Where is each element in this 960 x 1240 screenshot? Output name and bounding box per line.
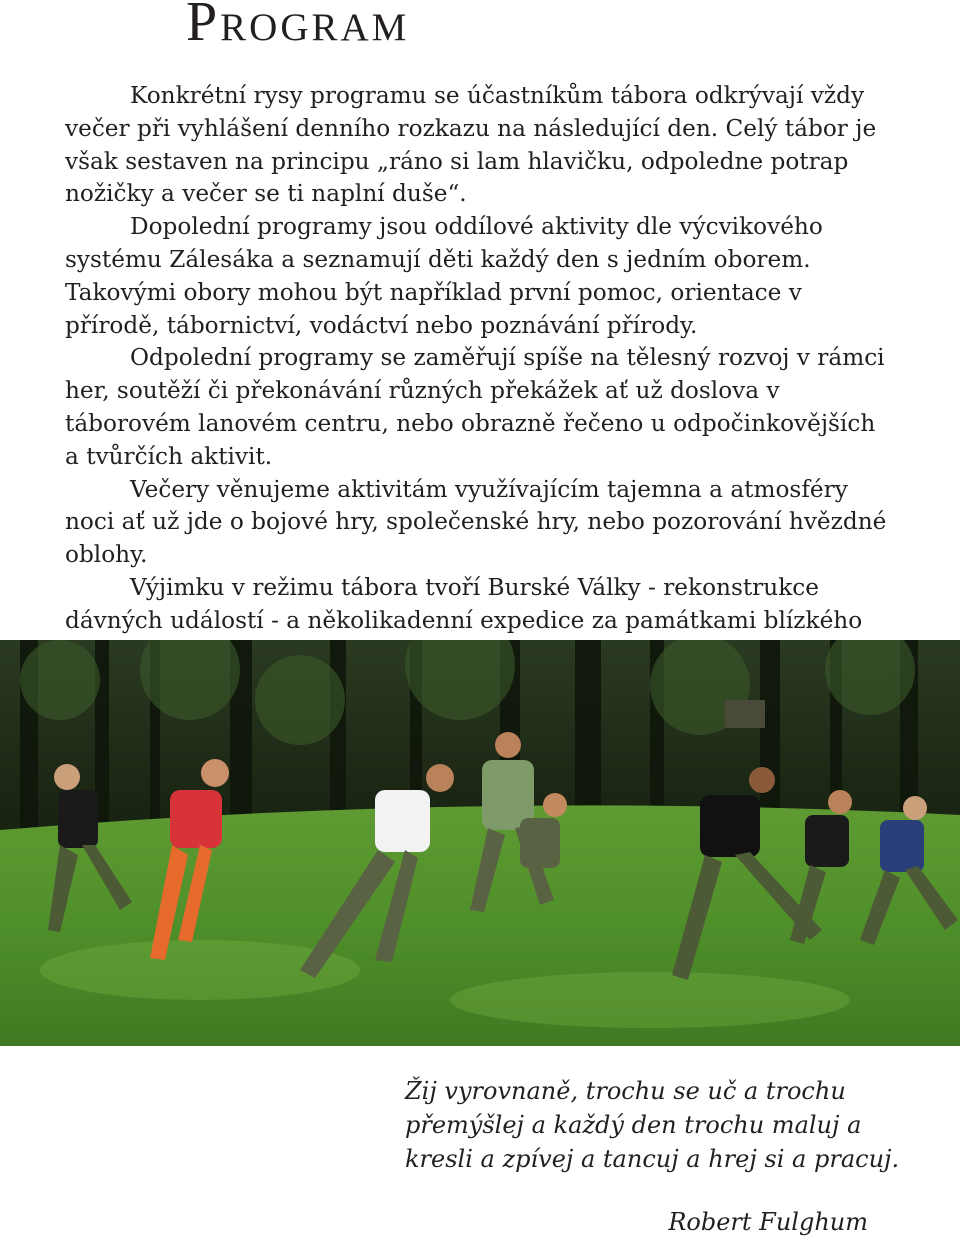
page-title: Program [186,0,410,53]
paragraph-3: Odpolední programy se zaměřují spíše na tělesný rozvoj v rámci her, soutěží či překonávání různých překážek ať už doslova v táborovém lanovém centru, nebo obrazně řečeno u odpočinkovějších a tvůrčích aktivit. [65,344,885,470]
paragraph-5: Výjimku v režimu tábora tvoří Burské Války - rekonstrukce dávných událostí - a několikadenní expedice za památkami blízkého [65,573,863,634]
quote-line-2: přemýšlej a každý den trochu maluj a [405,1111,862,1139]
paragraph-1: Konkrétní rysy programu se účastníkům tábora odkrývají vždy večer při vyhlášení denního rozkazu na následující den. Celý tábor je však sestaven na principu „ráno si lam hlavičku, odpoledne potrap nožičky a večer se ti naplní duše“. [65,82,877,208]
paragraph-2: Dopolední programy jsou oddílové aktivity dle výcvikového systému Zálesáka a seznamují děti každý den s jedním oborem. Takovými obory mohou být například první pomoc, orientace v přírodě, tábornictví, vodáctví nebo poznávání přírody. [65,213,823,339]
body-text [65,80,895,703]
quote-line-3: kresli a zpívej a tancuj a hrej si a pracuj. [405,1145,900,1173]
photo-running-children [0,640,960,1046]
quote-author: Robert Fulghum [668,1208,868,1236]
quote-line-1: Žij vyrovnaně, trochu se uč a trochu [405,1077,846,1105]
paragraph-4: Večery věnujeme aktivitám využívajícím tajemna a atmosféry noci ať už jde o bojové hry, společenské hry, nebo pozorování hvězdné oblohy. [65,475,887,569]
quote [405,1074,900,1176]
